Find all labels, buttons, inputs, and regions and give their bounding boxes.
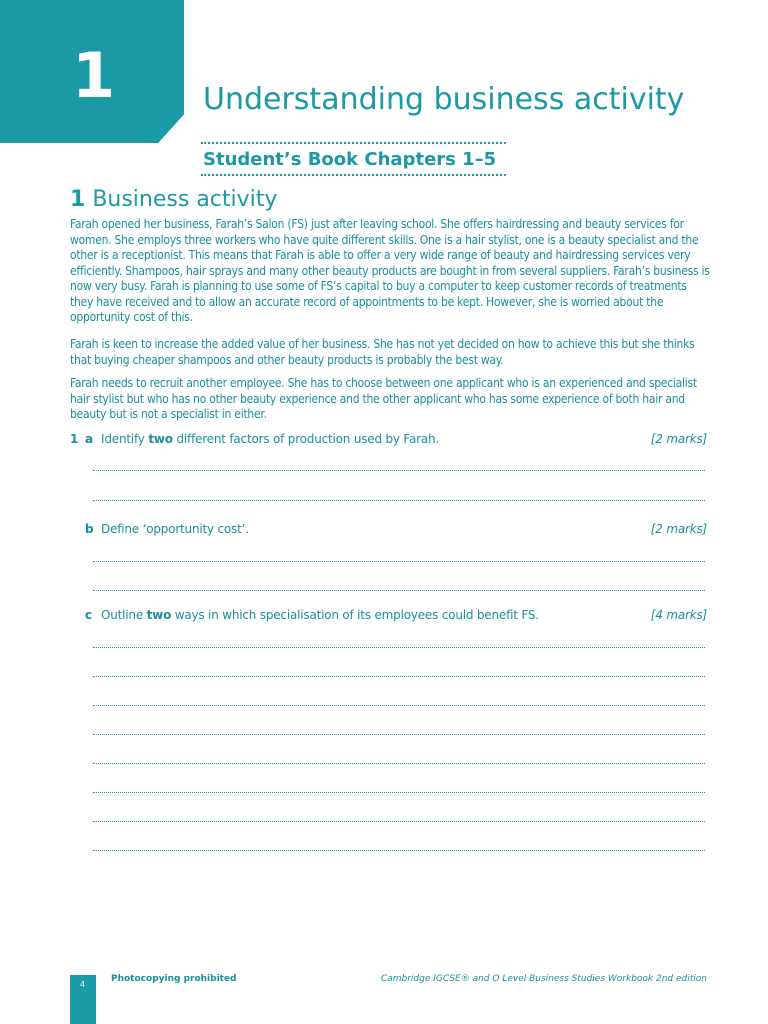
question-number: 1: [70, 432, 79, 446]
students-book-reference: [201, 142, 506, 176]
answer-line[interactable]: [93, 470, 705, 471]
answer-line[interactable]: [93, 821, 705, 822]
chapter-title: Understanding business activity: [203, 82, 685, 117]
question-1a: [70, 430, 707, 448]
question-text-emphasis: two: [146, 608, 172, 622]
answer-line[interactable]: [93, 500, 705, 501]
case-study-paragraph-3: Farah needs to recruit another employee. She has to choose between one applicant who is an experienced and specialist hair stylist but who has no other beauty experience and the other applicant who has some experience of both hair and beauty but is not a specialist in either.: [70, 376, 697, 421]
answer-line[interactable]: [93, 850, 705, 851]
question-text-start: Define ‘opportunity cost’.: [101, 522, 249, 536]
question-1c: [70, 606, 707, 624]
question-marks: [4 marks]: [650, 608, 707, 622]
question-text: [101, 606, 539, 624]
case-study-paragraph-2: Farah is keen to increase the added value of her business. She has not yet decided on how to achieve this but she thinks that buying cheaper shampoos and other beauty products is probably the best way.: [70, 337, 695, 367]
question-text-emphasis: two: [148, 432, 173, 446]
section-heading: [70, 186, 277, 214]
answer-line[interactable]: [93, 676, 705, 677]
answer-line[interactable]: [93, 590, 705, 591]
answer-line[interactable]: [93, 792, 705, 793]
students-book-label: Student’s Book Chapters 1–5: [203, 149, 497, 170]
question-1b: [70, 520, 707, 538]
question-text-start: Outline: [101, 608, 147, 622]
page-number: 4: [80, 980, 86, 989]
photocopying-notice: Photocopying prohibited: [111, 974, 237, 984]
question-part: b: [85, 522, 94, 536]
question-text-end: ways in which specialisation of its employees could benefit FS.: [171, 608, 539, 622]
question-part: c: [85, 608, 92, 622]
question-text: [101, 520, 249, 538]
answer-line[interactable]: [93, 705, 705, 706]
question-text-start: Identify: [101, 432, 149, 446]
question-part: a: [85, 432, 93, 446]
question-text: [101, 430, 439, 448]
question-text-end: different factors of production used by Farah.: [172, 432, 440, 446]
book-title-footer: Cambridge IGCSE® and O Level Business Studies Workbook 2nd edition: [380, 974, 707, 984]
section-title: Business activity: [92, 187, 278, 212]
question-marks: [2 marks]: [650, 522, 707, 536]
answer-line[interactable]: [93, 763, 705, 764]
case-study-paragraph-1: Farah opened her business, Farah’s Salon (FS) just after leaving school. She offers hairdressing and beauty services for women. She employs three workers who have quite different skills. One is a hair stylist, one is a beauty specialist and the other is a receptionist. This means that Farah is able to offer a very wide range of beauty and hairdressing services very efficiently. Shampoos, hair sprays and many other beauty products are bought in from several suppliers. Farah’s business is now very busy. Farah is planning to use some of FS’s capital to buy a computer to keep customer records of treatments they have received and to allow an accurate record of appointments to be kept. However, she is worried about the opportunity cost of this.: [70, 217, 710, 324]
answer-line[interactable]: [93, 561, 705, 562]
answer-line[interactable]: [93, 734, 705, 735]
answer-line[interactable]: [93, 647, 705, 648]
section-number: 1: [70, 187, 86, 212]
question-marks: [2 marks]: [650, 432, 707, 446]
chapter-number: 1: [72, 39, 116, 112]
